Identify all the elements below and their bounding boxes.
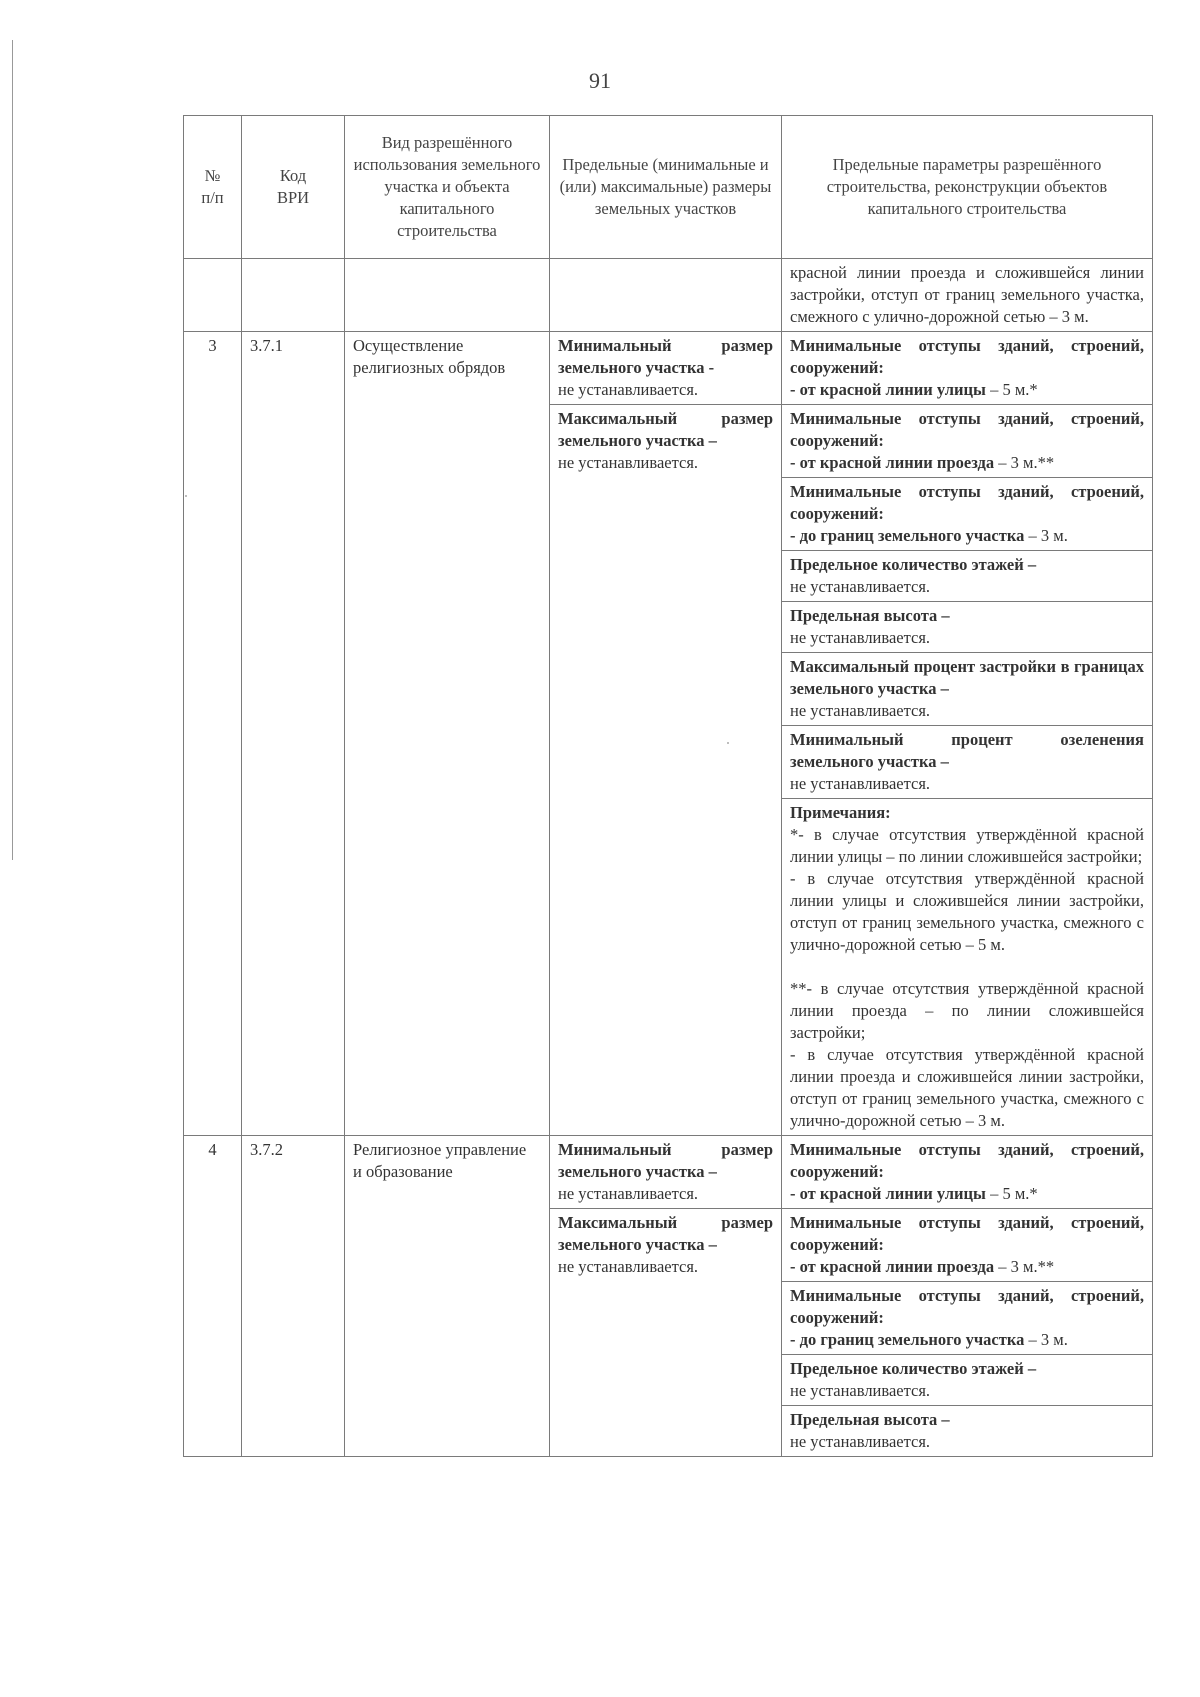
param-value: не устанавливается. (790, 628, 931, 647)
row-use: Осуществление религиозных обрядов (345, 332, 550, 1136)
note-item: - в случае отсутствия утверждённой красной линии улицы и сложившейся линии застройки, отступ от границ земельного участка, смежного с улично-дорожной сетью – 5 м. (790, 869, 1144, 954)
param-label: Минимальные отступы зданий, строений, сооружений: (790, 482, 1144, 523)
row-number: 3 (184, 332, 242, 1136)
param-label: Минимальные отступы зданий, строений, сооружений: (790, 336, 1144, 377)
min-size-label: Минимальный размер земельного участка – (558, 1140, 773, 1181)
table-row (184, 1136, 1153, 1209)
table-row-continuation (184, 259, 1153, 332)
param-label: Предельное количество этажей – (790, 555, 1037, 574)
param-setback-street (782, 1136, 1153, 1209)
param-floors (782, 551, 1152, 601)
notes (782, 799, 1152, 1135)
param-setback-passage (782, 405, 1152, 477)
notes-label: Примечания: (790, 803, 891, 822)
param-label: Предельная высота – (790, 606, 950, 625)
min-size-label: Минимальный размер земельного участка - (558, 336, 773, 377)
min-size-value: не устанавливается. (558, 380, 699, 399)
param-floors (782, 1355, 1152, 1405)
param-label: Предельное количество этажей – (790, 1359, 1037, 1378)
param-label: Минимальные отступы зданий, строений, сооружений: (790, 409, 1144, 450)
param-label: Минимальные отступы зданий, строений, сооружений: (790, 1286, 1144, 1327)
cell-empty (242, 259, 345, 332)
param-label: Максимальный процент застройки в границах земельного участка – (790, 657, 1144, 698)
param-sub-label: - до границ земельного участка (790, 526, 1025, 545)
param-value: – 3 м.** (994, 453, 1055, 472)
param-label: Предельная высота – (790, 1410, 950, 1429)
param-label: Минимальный процент озеленения земельного участка – (790, 730, 1144, 771)
param-sub-label: - до границ земельного участка (790, 1330, 1025, 1349)
param-sub-label: - от красной линии улицы (790, 1184, 986, 1203)
param-value: – 5 м.* (985, 380, 1038, 399)
param-value: – 3 м.** (994, 1257, 1055, 1276)
cell-empty (184, 259, 242, 332)
max-size-cell (550, 1209, 782, 1457)
min-size-cell (550, 332, 782, 405)
params-stack (782, 405, 1153, 1136)
param-sub-label: - от красной линии улицы (790, 380, 986, 399)
param-height (782, 602, 1152, 652)
param-setback-boundary (782, 478, 1152, 550)
page-number: 91 (589, 68, 611, 93)
row-use: Религиозное управление и образование (345, 1136, 550, 1457)
max-size-value: не устанавливается. (558, 1257, 699, 1276)
param-value: не устанавливается. (790, 577, 931, 596)
row-code: 3.7.1 (242, 332, 345, 1136)
table-header-row (184, 116, 1153, 259)
param-sub-label: - от красной линии проезда (790, 453, 995, 472)
row-code: 3.7.2 (242, 1136, 345, 1457)
cell-empty (345, 259, 550, 332)
header-num: № п/п (184, 116, 242, 259)
param-setback-boundary (782, 1282, 1152, 1354)
note-item: *- в случае отсутствия утверждённой красной линии улицы – по линии сложившейся застройки; (790, 825, 1144, 866)
regulations-table (183, 115, 1153, 1457)
header-code: Код ВРИ (242, 116, 345, 259)
header-size: Предельные (минимальные и (или) максимальные) размеры земельных участков (550, 116, 782, 259)
param-value: – 3 м. (1024, 526, 1068, 545)
param-setback-passage (782, 1209, 1152, 1281)
row-number: 4 (184, 1136, 242, 1457)
param-value: не устанавливается. (790, 774, 931, 793)
param-min-greening (782, 726, 1152, 798)
param-value: не устанавливается. (790, 1381, 931, 1400)
min-size-cell (550, 1136, 782, 1209)
param-setback-street (782, 332, 1153, 405)
params-stack (782, 1209, 1153, 1457)
max-size-label: Максимальный размер земельного участка – (558, 1213, 773, 1254)
param-value: не устанавливается. (790, 701, 931, 720)
param-sub-label: - от красной линии проезда (790, 1257, 995, 1276)
table-row (184, 332, 1153, 405)
max-size-label: Максимальный размер земельного участка – (558, 409, 773, 450)
header-use: Вид разрешённого использования земельного участка и объекта капитального строительства (345, 116, 550, 259)
max-size-cell (550, 405, 782, 1136)
param-label: Минимальные отступы зданий, строений, сооружений: (790, 1140, 1144, 1181)
note-item: - в случае отсутствия утверждённой красной линии проезда и сложившейся линии застройки, отступ от границ земельного участка, смежного с улично-дорожной сетью – 3 м. (790, 1045, 1144, 1130)
note-item: **- в случае отсутствия утверждённой красной линии проезда – по линии сложившейся застройки; (790, 979, 1144, 1042)
cell-empty (550, 259, 782, 332)
param-value: – 5 м.* (985, 1184, 1038, 1203)
param-height (782, 1406, 1152, 1456)
header-params: Предельные параметры разрешённого строительства, реконструкции объектов капитального строительства (782, 116, 1153, 259)
max-size-value: не устанавливается. (558, 453, 699, 472)
param-label: Минимальные отступы зданий, строений, сооружений: (790, 1213, 1144, 1254)
scan-margin-mark (12, 40, 13, 860)
param-value: не устанавливается. (790, 1432, 931, 1451)
param-value: – 3 м. (1024, 1330, 1068, 1349)
continuation-text: красной линии проезда и сложившейся линии застройки, отступ от границ земельного участка, смежного с улично-дорожной сетью – 3 м. (782, 259, 1153, 332)
param-max-coverage (782, 653, 1152, 725)
min-size-value: не устанавливается. (558, 1184, 699, 1203)
